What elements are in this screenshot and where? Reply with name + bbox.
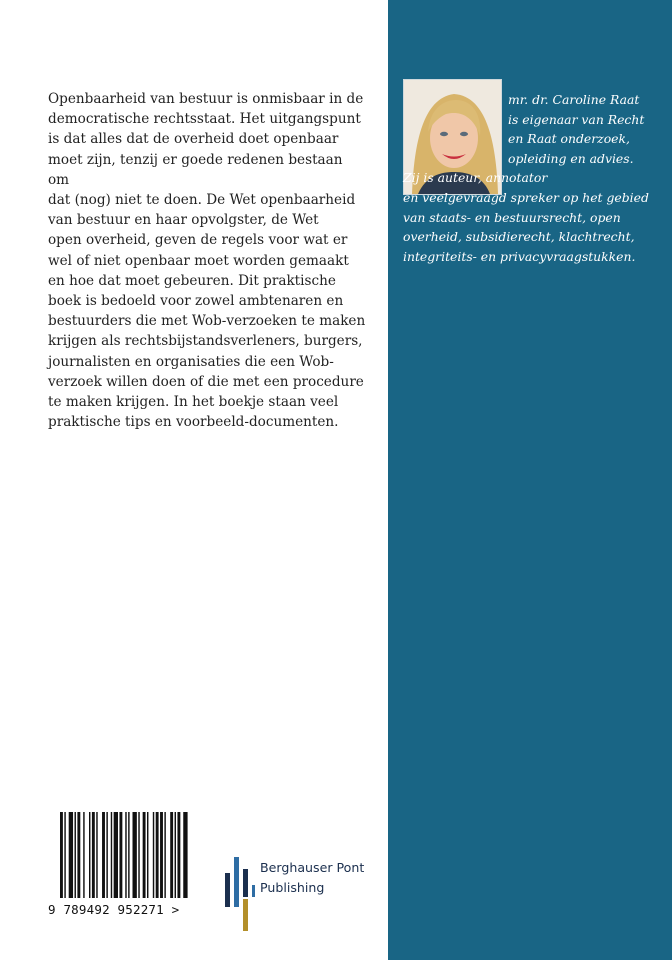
author-bio-line: overheid, subsidierecht, klachtrecht, [403,229,635,245]
publisher-name: Berghauser Pont [260,860,365,875]
publisher-logo [222,855,372,933]
author-panel [388,0,672,960]
author-bio-line: opleiding en advies. [508,150,634,166]
author-bio-line: is eigenaar van Recht [508,111,645,127]
isbn-barcode [48,812,206,922]
isbn-number: 9 789492 952271 > [48,902,180,917]
author-bio-line: en Raat onderzoek, [508,131,630,147]
author-bio-line: van staats- en bestuursrecht, open [403,209,621,225]
blurb-text: Openbaarheid van bestuur is onmisbaar in de democratische rechtsstaat. Het uitgangspunt is dat alles dat de overheid doet openbaar moet zijn, tenzij er goede redenen bestaan om dat (nog) niet te doen. De Wet openbaarheid van bestuur en haar opvolgster, de Wet open overheid, geven de regels voor wat er wel of niet openbaar moet worden gemaakt en hoe dat moet gebeuren. Dit praktische boek is bedoeld voor zowel ambtenaren en bestuurders die met Wob-verzoeken te maken krijgen als rechtsbijstandsverleners, burgers, journalisten en organisaties die een Wob- verzoek willen doen of die met een procedure te maken krijgen. In het boekje staan veel praktische tips en voorbeeld-documenten. [48,91,366,431]
publisher-subtitle: Publishing [260,880,325,895]
barcode-bars [48,812,206,902]
author-bio-line: integriteits- en privacyvraagstukken. [403,248,636,264]
author-bio-line: en veelgevraagd spreker op het gebied [403,189,649,205]
author-bio [403,90,665,266]
publisher-mark-icon [222,855,258,933]
author-bio-line: mr. dr. Caroline Raat [508,92,640,107]
author-bio-line: Zij is auteur, annotator [403,170,548,186]
